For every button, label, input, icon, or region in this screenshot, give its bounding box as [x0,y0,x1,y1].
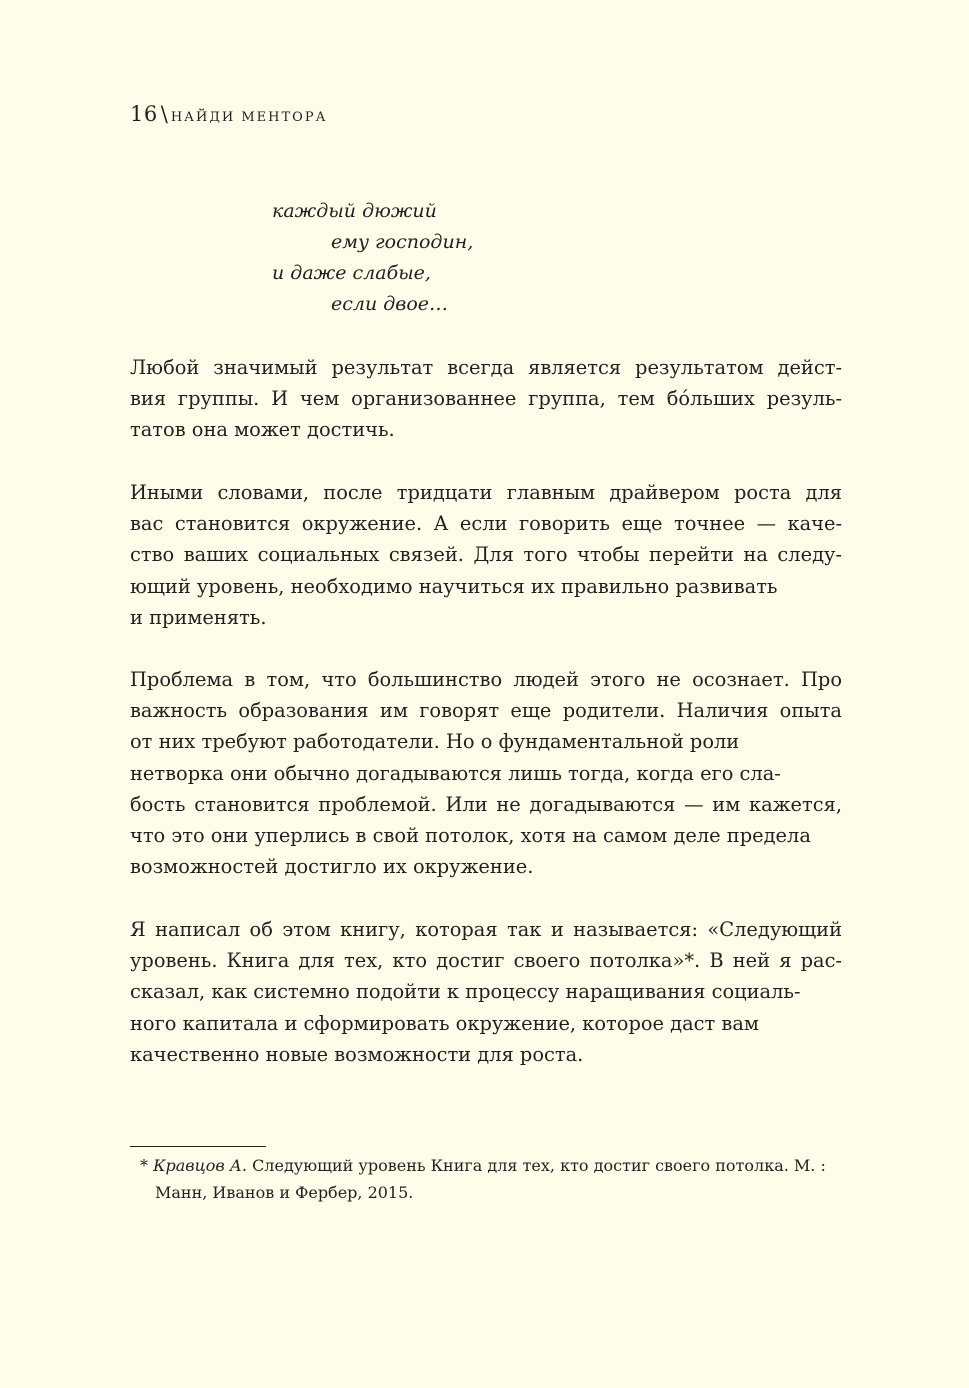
text-line: важность образования им говорят еще родители. Наличия опыта [130,699,842,723]
text-line: Любой значимый результат всегда является результатом дейст- [130,356,842,379]
text-line: вас становится окружение. А если говорить еще точнее — каче- [130,512,842,536]
footnote-divider [130,1146,266,1147]
poem-epigraph [272,196,473,320]
text-line: ного капитала и сформировать окружение, которое даст вам [130,1011,759,1035]
text-line: от них требуют работодатели. Но о фундаментальной роли [130,730,740,754]
poem-line: если двое… [331,293,449,315]
poem-line: ему господин, [331,231,474,253]
book-title: НАЙДИ МЕНТОРА [170,110,328,125]
text-line: Я написал об этом книгу, которая так и называется: «Следующий [130,918,842,941]
text-line: Иными словами, после тридцати главным драйвером роста для [130,481,842,504]
paragraph-1 [130,352,842,446]
page-number: 16 [130,102,158,126]
footnote-author: Кравцов А. [153,1156,247,1175]
poem-line: каждый дюжий [272,200,437,222]
text-line: что это они уперлись в свой потолок, хотя на самом деле предела [130,823,811,847]
text-line: Проблема в том, что большинство людей этого не осознает. Про [130,668,842,691]
text-line: качественно новые возможности для роста. [130,1042,584,1066]
text-line: нетворка они обычно догадываются лишь тогда, когда его сла- [130,761,781,785]
text-line: уровень. Книга для тех, кто достиг своего потолка»*. В ней я рас- [130,949,842,973]
text-line: бость становится проблемой. Или не догадываются — им кажется, [130,792,842,816]
footnote-text: Следующий уровень Книга для тех, кто достиг своего потолка. М. : [252,1156,826,1175]
text-line: возможностей достигло их окружение. [130,855,534,879]
text-line: вия группы. И чем организованнее группа, тем бóльших резуль- [130,387,842,411]
paragraph-3 [130,664,842,882]
poem-line: и даже слабые, [272,262,431,284]
text-line: и применять. [130,605,267,629]
running-head [130,102,327,132]
text-line: татов она может достичь. [130,418,395,442]
footnote-text-continued: Манн, Иванов и Фербер, 2015. [155,1183,414,1202]
footnote [140,1152,840,1206]
header-separator: \ [160,102,168,126]
footnote-marker: * [140,1156,148,1175]
paragraph-4 [130,914,842,1070]
text-line: сказал, как системно подойти к процессу наращивания социаль- [130,980,801,1004]
text-line: ство ваших социальных связей. Для того чтобы перейти на следу- [130,543,842,567]
text-line: ющий уровень, необходимо научиться их правильно развивать [130,574,778,598]
paragraph-2 [130,477,842,633]
